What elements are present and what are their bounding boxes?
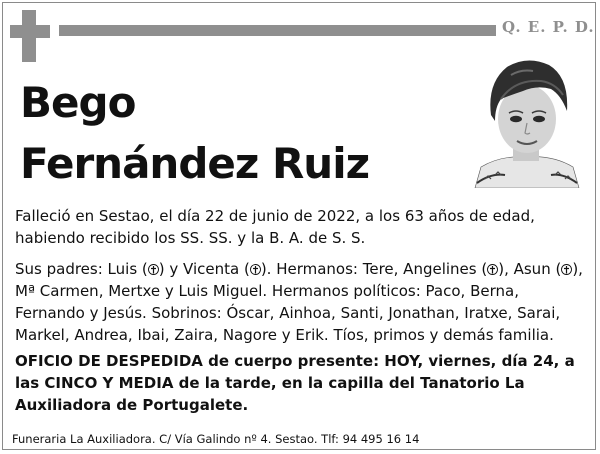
family-text-1: Sus padres: Luis (	[15, 260, 148, 278]
cross-icon	[148, 264, 159, 275]
funeral-home-footer: Funeraria La Auxiliadora. C/ Vía Galindo nº 4. Sestao. Tlf: 94 495 16 14	[12, 432, 420, 446]
family-text-2: ) y Vicenta (	[158, 260, 250, 278]
deceased-first-name: Bego	[20, 78, 136, 127]
deceased-photo	[471, 55, 583, 188]
latin-cross-icon	[10, 10, 50, 62]
cross-icon	[561, 264, 572, 275]
family-text-5: ), Mª Carmen, Mertxe y Luis Miguel. Hermanos políticos: Paco, Berna, Fernando y Jesús. Sobrinos: Óscar, Ainhoa, Santi, Jonathan, Iratxe, Sarai, Markel, Andrea, Ibai, Zaira, Nagore y Erik. Tíos, primos y demás familia.	[15, 260, 583, 344]
header-bar	[59, 25, 496, 36]
qepd-label: Q. E. P. D.	[502, 18, 595, 36]
service-announcement: OFICIO DE DESPEDIDA de cuerpo presente: HOY, viernes, día 24, a las CINCO Y MEDIA de la tarde, en la capilla del Tanatorio La Auxiliadora de Portugalete.	[15, 352, 575, 414]
deceased-surnames: Fernández Ruiz	[20, 139, 370, 188]
family-text-4: ), Asun (	[498, 260, 562, 278]
cross-icon	[487, 264, 498, 275]
cross-icon	[250, 264, 261, 275]
death-notice-text: Falleció en Sestao, el día 22 de junio de 2022, a los 63 años de edad, habiendo recibido los SS. SS. y la B. A. de S. S.	[15, 207, 535, 247]
family-list	[15, 258, 585, 346]
family-text-3: ). Hermanos: Tere, Angelines (	[260, 260, 488, 278]
